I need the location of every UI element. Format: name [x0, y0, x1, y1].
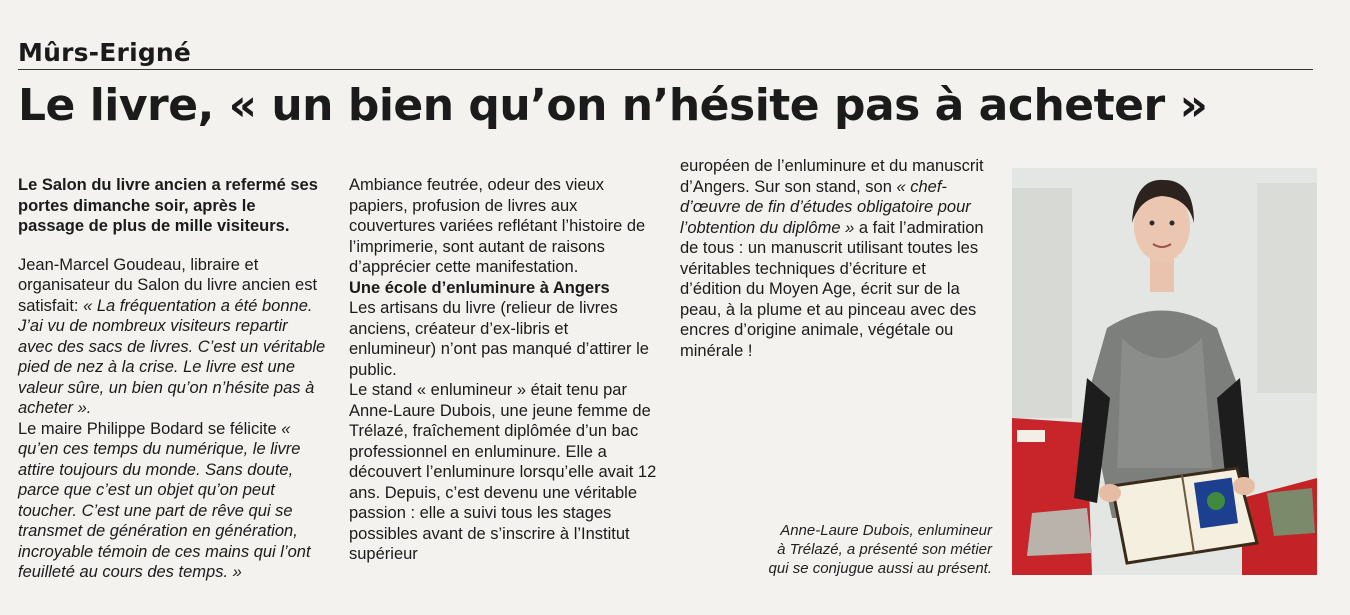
article-lead: Le Salon du livre ancien a refermé ses portes dimanche soir, après le passage de plus de mille visiteurs. — [18, 176, 318, 235]
subheading-ecole: Une école d’enluminure à Angers — [349, 278, 610, 297]
quote-chef-doeuvre: « chef-d’œuvre de fin d’études obligatoire pour l’obtention du diplôme » — [680, 177, 971, 237]
paragraph-stand: Le stand « enlumineur » était tenu par Anne-Laure Dubois, une jeune femme de Trélazé, fraîchement diplômée d’un bac professionnel en enluminure. Elle a découvert l’enluminure lorsqu’elle avait 12 ans. Depuis, c’est devenu une véritable passion : elle a suivi tous les stages possibles avant de s’inscrire à l’Institut supérieur — [349, 381, 657, 563]
paragraph-institut-end: a fait l’admiration de tous : un manuscrit utilisant toutes les véritables techniques d’écriture et d’édition du Moyen Age, écrit sur de la peau, à la plume et au pinceau avec des encres d’origine animale, végétale ou minérale ! — [680, 218, 984, 360]
caption-line-2: à Trélazé, a présenté son métier — [777, 541, 992, 558]
section-kicker: Mûrs-Erigné — [18, 38, 192, 67]
caption-line-1: Anne-Laure Dubois, enlumineur — [780, 522, 992, 539]
column-3 — [680, 156, 986, 361]
article-photo — [1012, 168, 1317, 575]
paragraph-goudeau — [18, 255, 326, 419]
paragraph-bodard — [18, 419, 326, 583]
photo-illustration — [1012, 168, 1317, 575]
photo-caption — [720, 521, 992, 578]
column-2 — [349, 175, 658, 565]
column-1 — [18, 175, 326, 583]
article-headline: Le livre, « un bien qu’on n’hésite pas à acheter » — [18, 80, 1208, 131]
paragraph-institut-start: européen de l’enluminure et du manuscrit d’Angers. Sur son stand, son — [680, 157, 984, 196]
paragraph-bodard-intro: Le maire Philippe Bodard se félicite — [18, 419, 282, 438]
quote-bodard: « qu’en ces temps du numérique, le livre attire toujours du monde. Sans doute, parce que c’est un objet qu’on peut toucher. C’est une part de rêve qui se transmet de génération en génération, incroyable témoin de ces mains qui l’ont feuilleté au cours des temps. » — [18, 419, 311, 581]
paragraph-artisans: Les artisans du livre (relieur de livres anciens, créateur d’ex-libris et enlumineur) n’ont pas manqué d’attirer le public. — [349, 299, 649, 379]
header-rule — [18, 69, 1313, 70]
quote-goudeau: « La fréquentation a été bonne. J’ai vu de nombreux visiteurs repartir avec des sacs de livres. C’est un véritable pied de nez à la crise. Le livre est une valeur sûre, un bien qu’on n’hésite pas à acheter ». — [18, 296, 326, 417]
paragraph-ambiance: Ambiance feutrée, odeur des vieux papiers, profusion de livres aux couvertures variées reflétant l’histoire de l’imprimerie, sont autant de raisons d’apprécier cette manifestation. — [349, 176, 646, 276]
caption-line-3: qui se conjugue aussi au présent. — [768, 560, 992, 577]
paragraph-goudeau-intro: Jean-Marcel Goudeau, libraire et organisateur du Salon du livre ancien est satisfait: — [18, 255, 318, 315]
paragraph-institut — [680, 156, 986, 361]
